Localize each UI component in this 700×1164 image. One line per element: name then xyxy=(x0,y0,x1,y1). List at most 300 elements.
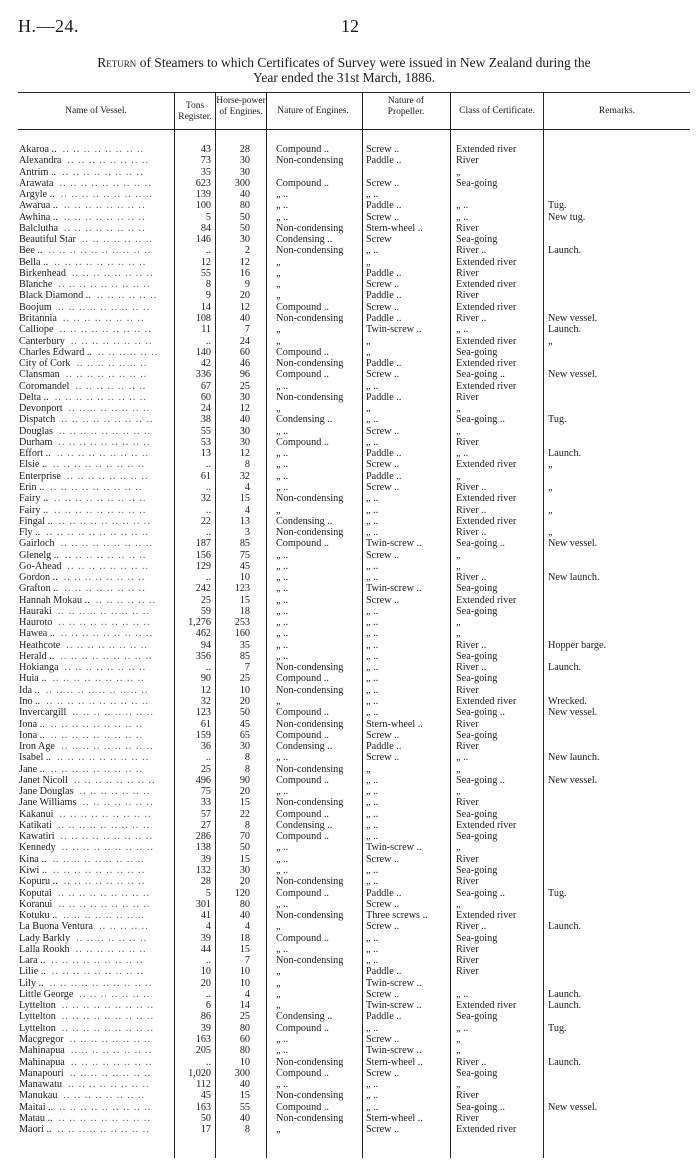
nature-of-engines: „ .. xyxy=(276,1033,289,1045)
horse-power: 65 xyxy=(239,729,250,741)
class-of-certificate: „ xyxy=(456,1033,461,1045)
nature-of-engines: „ .. xyxy=(276,628,289,640)
table-row xyxy=(0,617,700,628)
nature-of-propeller: „ .. xyxy=(366,831,379,843)
vessel-name: Dispatch xyxy=(19,414,56,426)
horse-power: 96 xyxy=(239,369,250,381)
tons-register: 286 xyxy=(195,831,211,843)
nature-of-propeller: „ .. xyxy=(366,436,379,448)
vessel-name: Bella .. xyxy=(19,256,49,268)
nature-of-engines: Non-condensing xyxy=(276,358,344,370)
nature-of-propeller: „ .. xyxy=(366,380,379,392)
nature-of-engines: Non-condensing xyxy=(276,222,344,234)
class-of-certificate: Sea-going xyxy=(456,808,498,820)
remarks: Launch. xyxy=(548,1000,582,1012)
vessel-name: Manawatu xyxy=(19,1079,62,1091)
nature-of-engines: Non-condensing xyxy=(276,312,344,324)
horse-power: 15 xyxy=(239,493,250,505)
horse-power: 300 xyxy=(234,1067,250,1079)
horse-power: 15 xyxy=(239,943,250,955)
leader-dots: .. .. .. .. .. .. .. .. xyxy=(67,1079,150,1091)
table-row xyxy=(0,414,700,425)
nature-of-propeller: „ .. xyxy=(366,493,379,505)
class-of-certificate: Extended river xyxy=(456,301,517,313)
leader-dots: .. .. .. .. .. .. .. .. .. xyxy=(60,538,153,550)
class-of-certificate: „ .. xyxy=(456,988,469,1000)
class-of-certificate: „ xyxy=(456,786,461,798)
vessel-name: Lalla Rookh xyxy=(19,943,70,955)
nature-of-propeller: Paddle .. xyxy=(366,448,402,460)
table-row xyxy=(0,1000,700,1011)
title-line-2: Year ended the 31st March, 1886. xyxy=(253,70,435,85)
nature-of-propeller: Twin-screw .. xyxy=(366,583,422,595)
nature-of-engines: Compound .. xyxy=(276,707,329,719)
horse-power: 90 xyxy=(239,774,250,786)
tons-register: .. xyxy=(205,527,211,539)
table-row xyxy=(0,1124,700,1135)
tons-register: 20 xyxy=(200,977,211,989)
class-of-certificate: „ xyxy=(456,425,461,437)
nature-of-engines: „ .. xyxy=(276,1045,289,1057)
table-row xyxy=(0,381,700,392)
vessel-name: Charles Edward .. xyxy=(19,346,92,358)
class-of-certificate: „ xyxy=(456,560,461,572)
leader-dots: .. .. .. .. .. .. .. .. .. xyxy=(57,605,151,617)
nature-of-propeller: Paddle .. xyxy=(366,1011,402,1023)
class-of-certificate: Extended river xyxy=(456,1000,517,1012)
horse-power: 40 xyxy=(239,414,250,426)
nature-of-propeller: „ .. xyxy=(366,527,379,539)
leader-dots: .. .. .. .. .. .. .. .. .. xyxy=(57,301,151,313)
nature-of-engines: Condensing .. xyxy=(276,234,333,246)
nature-of-engines: Compound .. xyxy=(276,932,329,944)
tons-register: 43 xyxy=(200,144,211,155)
class-of-certificate: Sea-going .. xyxy=(456,887,505,899)
nature-of-engines: Non-condensing xyxy=(276,797,344,809)
horse-power: 55 xyxy=(239,1101,250,1113)
nature-of-propeller: „ .. xyxy=(366,684,379,696)
horse-power: 80 xyxy=(239,1022,250,1034)
tons-register: 12 xyxy=(200,256,211,268)
horse-power: 13 xyxy=(239,515,250,527)
horse-power: 15 xyxy=(239,853,250,865)
class-of-certificate: „ xyxy=(456,549,461,561)
leader-dots: .. .. .. .. .. .. .. .. xyxy=(64,583,146,595)
vessel-name: Iona .. xyxy=(19,729,45,741)
nature-of-engines: „ .. xyxy=(276,459,289,471)
leader-dots: .. .. .. .. .. .. .. .. .. xyxy=(54,504,147,516)
vessel-name: Kotuku .. xyxy=(19,910,58,922)
horse-power: 40 xyxy=(239,910,250,922)
class-of-certificate: Sea-going .. xyxy=(456,1101,505,1113)
nature-of-engines: Compound .. xyxy=(276,1101,329,1113)
leader-dots: .. .. .. .. .. .. .. .. .. xyxy=(61,1022,154,1034)
class-of-certificate: Extended river xyxy=(456,279,517,291)
nature-of-propeller: Stern-wheel .. xyxy=(366,718,423,730)
remarks: New vessel. xyxy=(548,774,598,786)
class-of-certificate: Sea-going xyxy=(456,831,498,843)
tons-register: 57 xyxy=(200,808,211,820)
class-of-certificate: River xyxy=(456,943,479,955)
horse-power: 8 xyxy=(244,763,250,775)
vessel-name: Matau .. xyxy=(19,1112,53,1124)
leader-dots: .. .. .. .. .. .. .. .. xyxy=(67,155,149,167)
remarks: Launch. xyxy=(548,1056,582,1068)
class-of-certificate: River .. xyxy=(456,245,487,257)
nature-of-propeller: Paddle .. xyxy=(366,312,402,324)
tons-register: 39 xyxy=(200,1022,211,1034)
nature-of-propeller: Paddle .. xyxy=(366,267,402,279)
vessel-name: Huia .. xyxy=(19,673,47,685)
tons-register: 61 xyxy=(200,718,211,730)
leader-dots: .. .. .. .. .. .. .. .. .. xyxy=(58,898,151,910)
nature-of-engines: Non-condensing xyxy=(276,955,344,967)
leader-dots: .. .. .. .. .. .. .. .. xyxy=(69,1033,152,1045)
table-row xyxy=(0,358,700,369)
table-row xyxy=(0,775,700,786)
vessel-name: Britannia xyxy=(19,312,57,324)
leader-dots: .. .. .. .. .. .. .. .. .. xyxy=(58,1112,151,1124)
tons-register: 36 xyxy=(200,741,211,753)
nature-of-propeller: „ .. xyxy=(366,932,379,944)
vessel-name: Hauraki xyxy=(19,605,52,617)
nature-of-engines: „ .. xyxy=(276,425,289,437)
nature-of-propeller: „ .. xyxy=(366,617,379,629)
class-of-certificate: Extended river xyxy=(456,594,517,606)
vessel-name: Delta .. xyxy=(19,391,49,403)
nature-of-propeller: „ xyxy=(366,335,371,347)
vessel-name: Alexandra xyxy=(19,155,62,167)
leader-dots: .. .. .. .. .. .. .. .. .. xyxy=(59,1101,152,1113)
horse-power: 80 xyxy=(239,898,250,910)
nature-of-propeller: „ .. xyxy=(366,955,379,967)
table-row xyxy=(0,764,700,775)
table-row xyxy=(0,313,700,324)
tons-register: 108 xyxy=(195,312,211,324)
class-of-certificate: River .. xyxy=(456,481,487,493)
table-row xyxy=(0,741,700,752)
leader-dots: .. .. .. .. .. .. .. .. xyxy=(62,144,145,155)
leader-dots: .. .. .. .. .. .. .. .. xyxy=(68,403,151,415)
leader-dots: .. .. .. .. .. .. .. .. .. xyxy=(51,955,144,967)
tons-register: 205 xyxy=(195,1045,211,1057)
tons-register: 42 xyxy=(200,358,211,370)
table-row xyxy=(0,1023,700,1034)
nature-of-propeller: „ .. xyxy=(366,605,379,617)
leader-dots: .. .. .. .. .. .. .. .. .. xyxy=(54,391,147,403)
vessel-name: Maitai .. xyxy=(19,1101,54,1113)
tons-register: 14 xyxy=(200,301,211,313)
class-of-certificate: „ .. xyxy=(456,324,469,336)
nature-of-propeller: „ .. xyxy=(366,662,379,674)
remarks: Tug. xyxy=(548,414,567,426)
tons-register: 55 xyxy=(200,425,211,437)
vessel-name: Fingal .. xyxy=(19,515,53,527)
vessel-name: Jane Douglas xyxy=(19,786,74,798)
table-row xyxy=(0,1045,700,1056)
remarks: Launch. xyxy=(548,921,582,933)
leader-dots: .. .. .. .. .. .. .. .. xyxy=(66,470,149,482)
tons-register: 139 xyxy=(195,189,211,201)
leader-dots: .. .. .. .. .. .. .. .. xyxy=(70,1045,153,1057)
horse-power: 22 xyxy=(239,808,250,820)
nature-of-engines: „ xyxy=(276,966,281,978)
leader-dots: .. .. .. .. .. .. .. .. xyxy=(72,707,154,719)
class-of-certificate: River xyxy=(456,876,479,888)
nature-of-engines: Compound .. xyxy=(276,144,329,155)
class-of-certificate: „ .. xyxy=(456,200,469,212)
nature-of-engines: „ .. xyxy=(276,594,289,606)
table-row xyxy=(0,200,700,211)
horse-power: 10 xyxy=(239,977,250,989)
class-of-certificate: River .. xyxy=(456,1056,487,1068)
horse-power: 30 xyxy=(239,234,250,246)
nature-of-propeller: Paddle .. xyxy=(366,470,402,482)
tons-register: 41 xyxy=(200,910,211,922)
nature-of-engines: „ .. xyxy=(276,189,289,201)
horse-power: 30 xyxy=(239,741,250,753)
nature-of-engines: „ xyxy=(276,290,281,302)
vessel-name: Lady Barkly xyxy=(19,932,71,944)
class-of-certificate: Sea-going .. xyxy=(456,774,505,786)
vessel-name: Awarua .. xyxy=(19,200,58,212)
horse-power: 25 xyxy=(239,380,250,392)
table-row xyxy=(0,673,700,684)
nature-of-propeller: Twin-screw .. xyxy=(366,1045,422,1057)
table-row xyxy=(0,786,700,797)
horse-power: 25 xyxy=(239,1011,250,1023)
horse-power: 3 xyxy=(244,527,250,539)
tons-register: 84 xyxy=(200,222,211,234)
col-header-engines: Nature of Engines. xyxy=(277,106,349,116)
tons-register: 132 xyxy=(195,865,211,876)
class-of-certificate: Sea-going .. xyxy=(456,707,505,719)
horse-power: 70 xyxy=(239,831,250,843)
class-of-certificate: River xyxy=(456,222,479,234)
col-header-name: Name of Vessel. xyxy=(65,106,127,116)
nature-of-engines: „ xyxy=(276,696,281,708)
nature-of-engines: „ xyxy=(276,1124,281,1136)
vessel-name: Canterbury xyxy=(19,335,65,347)
nature-of-propeller: Screw .. xyxy=(366,549,400,561)
vessel-name: Beautiful Star xyxy=(19,234,76,246)
leader-dots: .. .. .. .. .. .. .. .. xyxy=(66,639,148,651)
vessel-name: Blanche xyxy=(19,279,53,291)
nature-of-propeller: Screw .. xyxy=(366,1067,400,1079)
nature-of-propeller: Paddle .. xyxy=(366,966,402,978)
class-of-certificate: Extended river xyxy=(456,358,517,370)
nature-of-engines: Compound .. xyxy=(276,673,329,685)
class-of-certificate: Extended river xyxy=(456,459,517,471)
nature-of-propeller: „ .. xyxy=(366,189,379,201)
tons-register: 35 xyxy=(200,166,211,178)
leader-dots: .. .. .. .. .. .. .. .. .. xyxy=(50,729,143,741)
tons-register: 6 xyxy=(205,1000,211,1012)
vessel-name: Koranui xyxy=(19,898,53,910)
nature-of-engines: „ .. xyxy=(276,786,289,798)
class-of-certificate: River .. xyxy=(456,639,487,651)
nature-of-engines: „ .. xyxy=(276,853,289,865)
horse-power: 20 xyxy=(239,876,250,888)
vessel-name: Bee .. xyxy=(19,245,43,257)
tons-register: 27 xyxy=(200,819,211,831)
table-row xyxy=(0,392,700,403)
leader-dots: .. .. .. .. .. .. .. .. xyxy=(64,662,147,674)
leader-dots: .. .. .. .. .. .. .. .. xyxy=(63,876,146,888)
nature-of-propeller: Screw .. xyxy=(366,459,400,471)
nature-of-engines: Non-condensing xyxy=(276,155,344,167)
leader-dots: .. .. .. .. .. .. .. .. xyxy=(63,572,146,584)
tons-register: 623 xyxy=(195,177,211,189)
tons-register: 356 xyxy=(195,650,211,662)
nature-of-propeller: Paddle .. xyxy=(366,155,402,167)
nature-of-propeller: Three screws .. xyxy=(366,910,428,922)
leader-dots: .. .. .. .. .. .. .. .. .. .. xyxy=(49,977,153,989)
horse-power: 8 xyxy=(244,1124,250,1136)
leader-dots: .. .. .. .. .. .. .. .. .. xyxy=(54,256,147,268)
vessel-name: Lily .. xyxy=(19,977,44,989)
leader-dots: .. .. .. .. .. .. .. .. .. xyxy=(56,448,149,460)
horse-power: 12 xyxy=(239,301,250,313)
nature-of-engines: „ .. xyxy=(276,650,289,662)
table-row xyxy=(0,730,700,741)
horse-power: 50 xyxy=(239,222,250,234)
table-row xyxy=(0,527,700,538)
vessel-name: Ino .. xyxy=(19,696,41,708)
nature-of-engines: Condensing .. xyxy=(276,1011,333,1023)
vessel-name: Glenelg .. xyxy=(19,549,59,561)
tons-register: 462 xyxy=(195,628,211,640)
vessel-name: Elsie .. xyxy=(19,459,48,471)
nature-of-engines: Compound .. xyxy=(276,177,329,189)
nature-of-engines: „ xyxy=(276,267,281,279)
vessel-name: Kiwi .. xyxy=(19,865,48,876)
nature-of-engines: „ .. xyxy=(276,448,289,460)
vessel-name: Enterprise xyxy=(19,470,61,482)
nature-of-engines: Compound .. xyxy=(276,774,329,786)
nature-of-propeller: Screw .. xyxy=(366,898,400,910)
vessel-name: Coromandel xyxy=(19,380,70,392)
table-row xyxy=(0,302,700,313)
vessel-name: Isabel .. xyxy=(19,752,51,764)
leader-dots: .. .. .. .. .. .. .. .. .. .. xyxy=(48,245,152,257)
tons-register: 187 xyxy=(195,538,211,550)
nature-of-propeller: „ .. xyxy=(366,786,379,798)
nature-of-engines: Compound .. xyxy=(276,436,329,448)
leader-dots: .. .. .. .. .. .. .. .. .. xyxy=(60,628,154,640)
horse-power: 20 xyxy=(239,786,250,798)
table-row xyxy=(0,640,700,651)
vessel-name: Manukau xyxy=(19,1090,58,1102)
leader-dots: .. .. .. .. .. .. .. .. xyxy=(70,1056,153,1068)
leader-dots: .. .. .. .. .. .. .. .. xyxy=(63,211,146,223)
nature-of-propeller: „ xyxy=(366,256,371,268)
table-row xyxy=(0,978,700,989)
vessel-name: Kakanui xyxy=(19,808,54,820)
nature-of-engines: Non-condensing xyxy=(276,1056,344,1068)
page-reference: H.—24. xyxy=(18,16,79,36)
vessel-name: Fly .. xyxy=(19,527,41,539)
class-of-certificate: Extended river xyxy=(456,819,517,831)
nature-of-propeller: „ .. xyxy=(366,504,379,516)
tons-register: 5 xyxy=(205,211,211,223)
nature-of-propeller: „ .. xyxy=(366,572,379,584)
horse-power: 40 xyxy=(239,189,250,201)
class-of-certificate: Extended river xyxy=(456,910,517,922)
tons-register: 53 xyxy=(200,436,211,448)
horse-power: 50 xyxy=(239,707,250,719)
class-of-certificate: Extended river xyxy=(456,493,517,505)
nature-of-propeller: Twin-screw .. xyxy=(366,324,422,336)
vessel-name: Hokianga xyxy=(19,662,59,674)
nature-of-engines: „ .. xyxy=(276,572,289,584)
horse-power: 85 xyxy=(239,538,250,550)
remarks: „ xyxy=(548,527,553,539)
table-row xyxy=(0,426,700,437)
nature-of-propeller: Screw xyxy=(366,234,392,246)
vessel-name: Gairloch xyxy=(19,538,55,550)
horse-power: 24 xyxy=(239,335,250,347)
table-row xyxy=(0,516,700,527)
leader-dots: .. .. .. .. .. .. .. .. .. xyxy=(59,324,152,336)
leader-dots: .. .. .. .. .. .. .. .. xyxy=(62,312,145,324)
horse-power: 30 xyxy=(239,391,250,403)
tons-register: 39 xyxy=(200,853,211,865)
horse-power: 50 xyxy=(239,211,250,223)
horse-power: 30 xyxy=(239,155,250,167)
nature-of-propeller: Stern-wheel .. xyxy=(366,1056,423,1068)
horse-power: 12 xyxy=(239,403,250,415)
leader-dots: .. .. .. .. .. .. .. .. xyxy=(63,910,145,922)
leader-dots: .. .. .. .. .. .. .. .. .. xyxy=(50,763,143,775)
nature-of-propeller: Screw .. xyxy=(366,752,400,764)
nature-of-engines: Compound .. xyxy=(276,301,329,313)
vessel-name: Macgregor xyxy=(19,1033,64,1045)
vessel-name: Grafton .. xyxy=(19,583,59,595)
remarks: Launch. xyxy=(548,448,582,460)
remarks: „ xyxy=(548,481,553,493)
table-row xyxy=(0,178,700,189)
horse-power: 45 xyxy=(239,718,250,730)
table-row xyxy=(0,1011,700,1022)
tons-register: 50 xyxy=(200,1112,211,1124)
leader-dots: .. .. .. .. .. xyxy=(99,921,149,933)
tons-register: 13 xyxy=(200,448,211,460)
class-of-certificate: Sea-going xyxy=(456,583,498,595)
horse-power: 15 xyxy=(239,594,250,606)
vessel-name: Erin .. xyxy=(19,481,45,493)
remarks: New vessel. xyxy=(548,538,598,550)
class-of-certificate: River xyxy=(456,741,479,753)
class-of-certificate: River .. xyxy=(456,572,487,584)
nature-of-propeller: Paddle .. xyxy=(366,358,402,370)
leader-dots: .. .. .. .. .. .. .. .. .. xyxy=(61,1000,154,1012)
vessel-name: Devonport xyxy=(19,403,63,415)
table-row xyxy=(0,403,700,414)
vessel-name: Koputai xyxy=(19,887,52,899)
leader-dots: .. .. .. .. .. .. .. .. xyxy=(63,1090,146,1102)
nature-of-propeller: „ .. xyxy=(366,245,379,257)
horse-power: 25 xyxy=(239,673,250,685)
nature-of-propeller: Screw .. xyxy=(366,144,400,155)
nature-of-propeller: Twin-screw .. xyxy=(366,1000,422,1012)
nature-of-propeller: Screw .. xyxy=(366,594,400,606)
nature-of-propeller: „ .. xyxy=(366,414,379,426)
class-of-certificate: Sea-going xyxy=(456,1067,498,1079)
col-header-remarks: Remarks. xyxy=(598,106,636,116)
leader-dots: .. .. .. .. .. .. .. .. xyxy=(71,267,154,279)
nature-of-propeller: Twin-screw .. xyxy=(366,538,422,550)
